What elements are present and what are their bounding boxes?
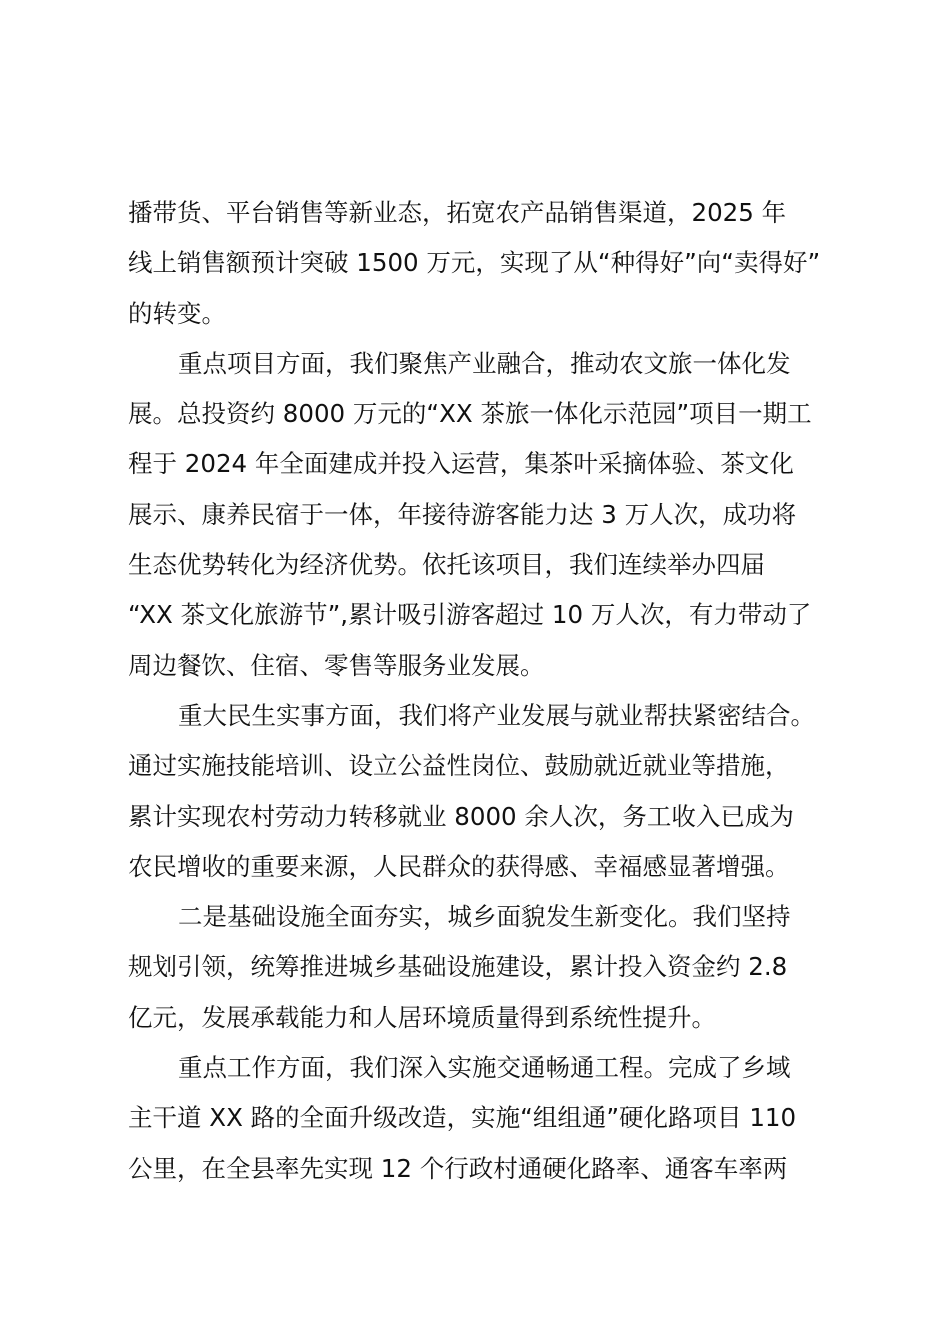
text-line: 二是基础设施全面夯实，城乡面貌发生新变化。我们坚持 xyxy=(178,902,791,932)
paragraph-ecommerce xyxy=(128,188,828,339)
paragraph-transport xyxy=(128,1043,828,1194)
paragraph-key-projects xyxy=(128,339,828,691)
text-line: 展示、康养民宿于一体，年接待游客能力达 3 万人次，成功将 xyxy=(128,499,797,529)
text-line: 生态优势转化为经济优势。依托该项目，我们连续举办四届 xyxy=(128,550,765,580)
text-line: 重大民生实事方面，我们将产业发展与就业帮扶紧密结合。 xyxy=(178,700,815,730)
text-line: 重点工作方面，我们深入实施交通畅通工程。完成了乡域 xyxy=(178,1053,791,1083)
text-line: “XX 茶文化旅游节”,累计吸引游客超过 10 万人次，有力带动了 xyxy=(128,600,812,630)
text-line: 重点项目方面，我们聚焦产业融合，推动农文旅一体化发 xyxy=(178,348,791,378)
document-body xyxy=(128,188,828,1194)
text-line: 主干道 XX 路的全面升级改造，实施“组组通”硬化路项目 110 xyxy=(128,1103,797,1133)
text-line: 程于 2024 年全面建成并投入运营，集茶叶采摘体验、茶文化 xyxy=(128,449,794,479)
text-line: 通过实施技能培训、设立公益性岗位、鼓励就近就业等措施， xyxy=(128,751,790,781)
paragraph-infrastructure xyxy=(128,892,828,1043)
text-line: 累计实现农村劳动力转移就业 8000 余人次，务工收入已成为 xyxy=(128,801,794,831)
text-line: 亿元，发展承载能力和人居环境质量得到系统性提升。 xyxy=(128,1002,716,1032)
text-line: 农民增收的重要来源，人民群众的获得感、幸福感显著增强。 xyxy=(128,851,790,881)
text-line: 的转变。 xyxy=(128,298,226,328)
paragraph-livelihood xyxy=(128,691,828,892)
text-line: 公里，在全县率先实现 12 个行政村通硬化路率、通客车率两 xyxy=(128,1153,788,1183)
text-line: 播带货、平台销售等新业态，拓宽农产品销售渠道，2025 年 xyxy=(128,198,787,227)
text-line: 周边餐饮、住宿、零售等服务业发展。 xyxy=(128,650,545,680)
text-line: 展。总投资约 8000 万元的“XX 茶旅一体化示范园”项目一期工 xyxy=(128,399,812,429)
text-line: 线上销售额预计突破 1500 万元，实现了从“种得好”向“卖得好” xyxy=(128,248,821,278)
text-line: 规划引领，统筹推进城乡基础设施建设，累计投入资金约 2.8 xyxy=(128,952,788,982)
